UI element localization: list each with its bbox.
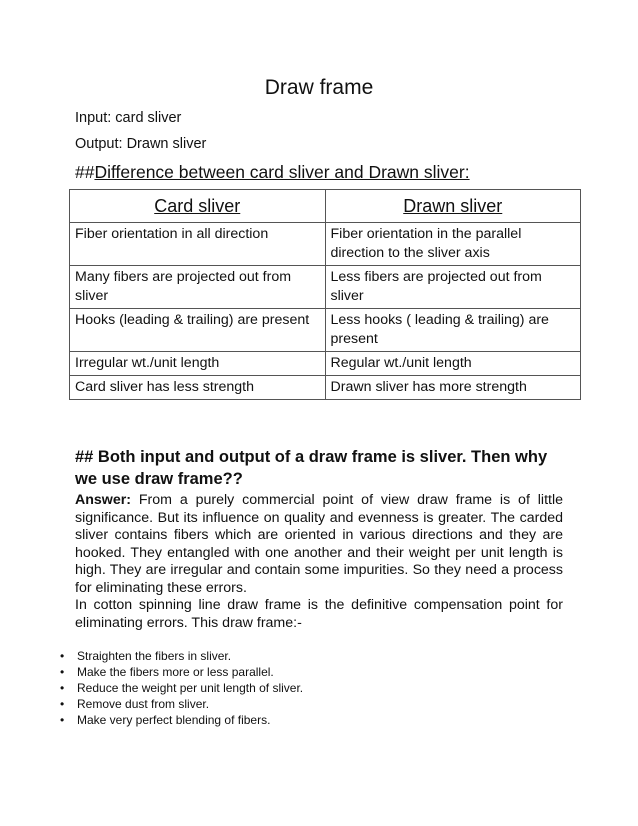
table-cell: Fiber orientation in the parallel direction to the sliver axis (325, 223, 581, 266)
page-title: Draw frame (264, 76, 374, 99)
difference-heading (75, 162, 470, 183)
table-cell: Drawn sliver has more strength (325, 376, 581, 400)
list-item: • Make very perfect blending of fibers. (60, 712, 303, 728)
header-card-sliver: Card sliver (70, 190, 326, 223)
header-drawn-sliver: Drawn sliver (325, 190, 581, 223)
table-row (70, 376, 581, 400)
function-bullet-list (60, 648, 303, 728)
list-item: • Make the fibers more or less parallel. (60, 664, 303, 680)
table-row (70, 266, 581, 309)
answer-label: Answer: (75, 492, 131, 508)
table-cell: Regular wt./unit length (325, 352, 581, 376)
table-row (70, 309, 581, 352)
answer-text-1: From a purely commercial point of view draw frame is of little significance. But its influence on quality and evenness is greater. The carded sliver contains fibers which are oriented in various directions and they are hooked. They entangled with one another and their weight per unit length is high. They are irregular and contain some impurities. So they need a process for eliminating these errors. (75, 492, 563, 596)
comparison-table (69, 189, 581, 400)
table-cell: Less hooks ( leading & trailing) are present (325, 309, 581, 352)
table-cell: Many fibers are projected out from sliver (70, 266, 326, 309)
difference-heading-prefix: ## (75, 162, 95, 182)
table-row (70, 223, 581, 266)
table-row (70, 352, 581, 376)
question-heading: ## Both input and output of a draw frame is sliver. Then why we use draw frame?? (75, 448, 548, 488)
list-item: • Straighten the fibers in sliver. (60, 648, 303, 664)
list-item: • Reduce the weight per unit length of sliver. (60, 680, 303, 696)
input-line: Input: card sliver (75, 110, 182, 126)
output-line: Output: Drawn sliver (75, 136, 207, 152)
table-header-row (70, 190, 581, 223)
table-cell: Irregular wt./unit length (70, 352, 326, 376)
table-cell: Hooks (leading & trailing) are present (70, 309, 326, 352)
list-item: • Remove dust from sliver. (60, 696, 303, 712)
table-cell: Fiber orientation in all direction (70, 223, 326, 266)
answer-paragraph-1 (75, 492, 563, 597)
table-cell: Card sliver has less strength (70, 376, 326, 400)
table-cell: Less fibers are projected out from sliver (325, 266, 581, 309)
answer-paragraph-2: In cotton spinning line draw frame is the definitive compensation point for eliminating errors. This draw frame:- (75, 597, 563, 631)
answer-block (75, 492, 563, 632)
difference-heading-text: Difference between card sliver and Drawn sliver: (94, 162, 470, 182)
